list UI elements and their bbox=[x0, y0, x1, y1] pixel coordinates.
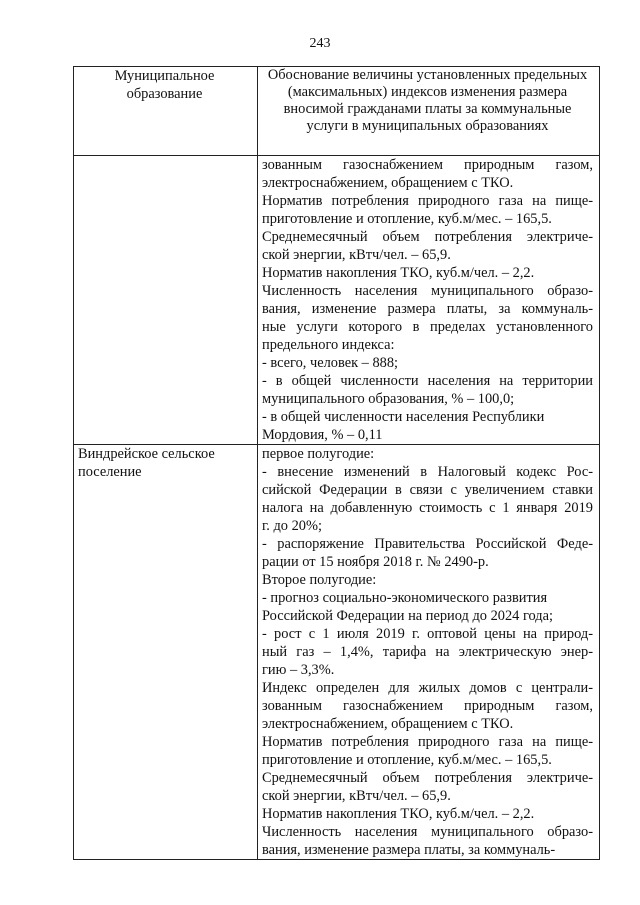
text-line: Численность населения муниципального образо- bbox=[262, 824, 593, 840]
text-line: Российской Федерации на период до 2024 года; bbox=[262, 608, 553, 624]
text-line: - внесение изменений в Налоговый кодекс Рос- bbox=[262, 464, 593, 480]
municipality-cell bbox=[74, 156, 258, 445]
municipality-cell: Виндрейское сельское поселение bbox=[74, 445, 258, 860]
text-line: приготовление и отопление, куб.м/мес. – 165,5. bbox=[262, 211, 552, 227]
text-line: муниципального образования, % – 100,0; bbox=[262, 391, 515, 407]
text-line: Норматив потребления природного газа на пище- bbox=[262, 193, 593, 209]
text-line: - прогноз социально-экономического развития bbox=[262, 590, 548, 606]
text-line: рации от 15 ноября 2018 г. № 2490-р. bbox=[262, 554, 489, 570]
text-line: Индекс определен для жилых домов с централи- bbox=[262, 680, 593, 696]
text-line: Норматив потребления природного газа на пище- bbox=[262, 734, 593, 750]
text-line: первое полугодие: bbox=[262, 446, 375, 462]
text-line: Мордовия, % – 0,11 bbox=[262, 427, 383, 443]
text-line: электроснабжением, обращением с ТКО. bbox=[262, 716, 514, 732]
page-number: 243 bbox=[309, 36, 331, 51]
text-line: сийской Федерации в связи с увеличением ставки bbox=[262, 482, 593, 498]
text-line: - в общей численности населения Республики bbox=[262, 409, 545, 425]
header-justification: Обоснование величины установленных предельных (максимальных) индексов изменения размера вносимой гражданами платы за коммунальные услуги в муниципальных образованиях bbox=[258, 67, 600, 156]
text-line: - в общей численности населения на территории bbox=[262, 373, 593, 389]
text-line: вания, изменение размера платы, за коммуналь- bbox=[262, 842, 556, 858]
text-line: вания, изменение размера платы, за коммуналь- bbox=[262, 301, 593, 317]
text-line: зованным газоснабжением природным газом, bbox=[262, 698, 593, 714]
text-line: г. до 20%; bbox=[262, 518, 322, 534]
text-line: Второе полугодие: bbox=[262, 572, 377, 588]
table-header-row bbox=[74, 67, 600, 156]
text-line: Норматив накопления ТКО, куб.м/чел. – 2,2. bbox=[262, 806, 535, 822]
text-line: ской энергии, кВтч/чел. – 65,9. bbox=[262, 788, 451, 804]
text-line: электроснабжением, обращением с ТКО. bbox=[262, 175, 514, 191]
justification-cell bbox=[258, 156, 600, 445]
text-line: зованным газоснабжением природным газом, bbox=[262, 157, 593, 173]
text-line: приготовление и отопление, куб.м/мес. – 165,5. bbox=[262, 752, 552, 768]
text-line: - рост с 1 июля 2019 г. оптовой цены на природ- bbox=[262, 626, 593, 642]
index-justification-table bbox=[73, 66, 600, 860]
table-row bbox=[74, 156, 600, 445]
text-line: ской энергии, кВтч/чел. – 65,9. bbox=[262, 247, 451, 263]
text-line: ный газ – 1,4%, тарифа на электрическую энер- bbox=[262, 644, 593, 660]
text-line: Среднемесячный объем потребления электриче- bbox=[262, 229, 593, 245]
text-line: ные услуги которого в пределах установленного bbox=[262, 319, 593, 335]
text-line: налога на добавленную стоимость с 1 января 2019 bbox=[262, 500, 593, 516]
text-line: Норматив накопления ТКО, куб.м/чел. – 2,2. bbox=[262, 265, 535, 281]
text-line: Среднемесячный объем потребления электриче- bbox=[262, 770, 593, 786]
justification-cell bbox=[258, 445, 600, 860]
table-row bbox=[74, 445, 600, 860]
text-line: - всего, человек – 888; bbox=[262, 355, 399, 371]
text-line: предельного индекса: bbox=[262, 337, 395, 353]
text-line: Численность населения муниципального образо- bbox=[262, 283, 593, 299]
header-municipality: Муниципальное образование bbox=[74, 67, 258, 156]
text-line: - распоряжение Правительства Российской Феде- bbox=[262, 536, 593, 552]
text-line: гию – 3,3%. bbox=[262, 662, 335, 678]
